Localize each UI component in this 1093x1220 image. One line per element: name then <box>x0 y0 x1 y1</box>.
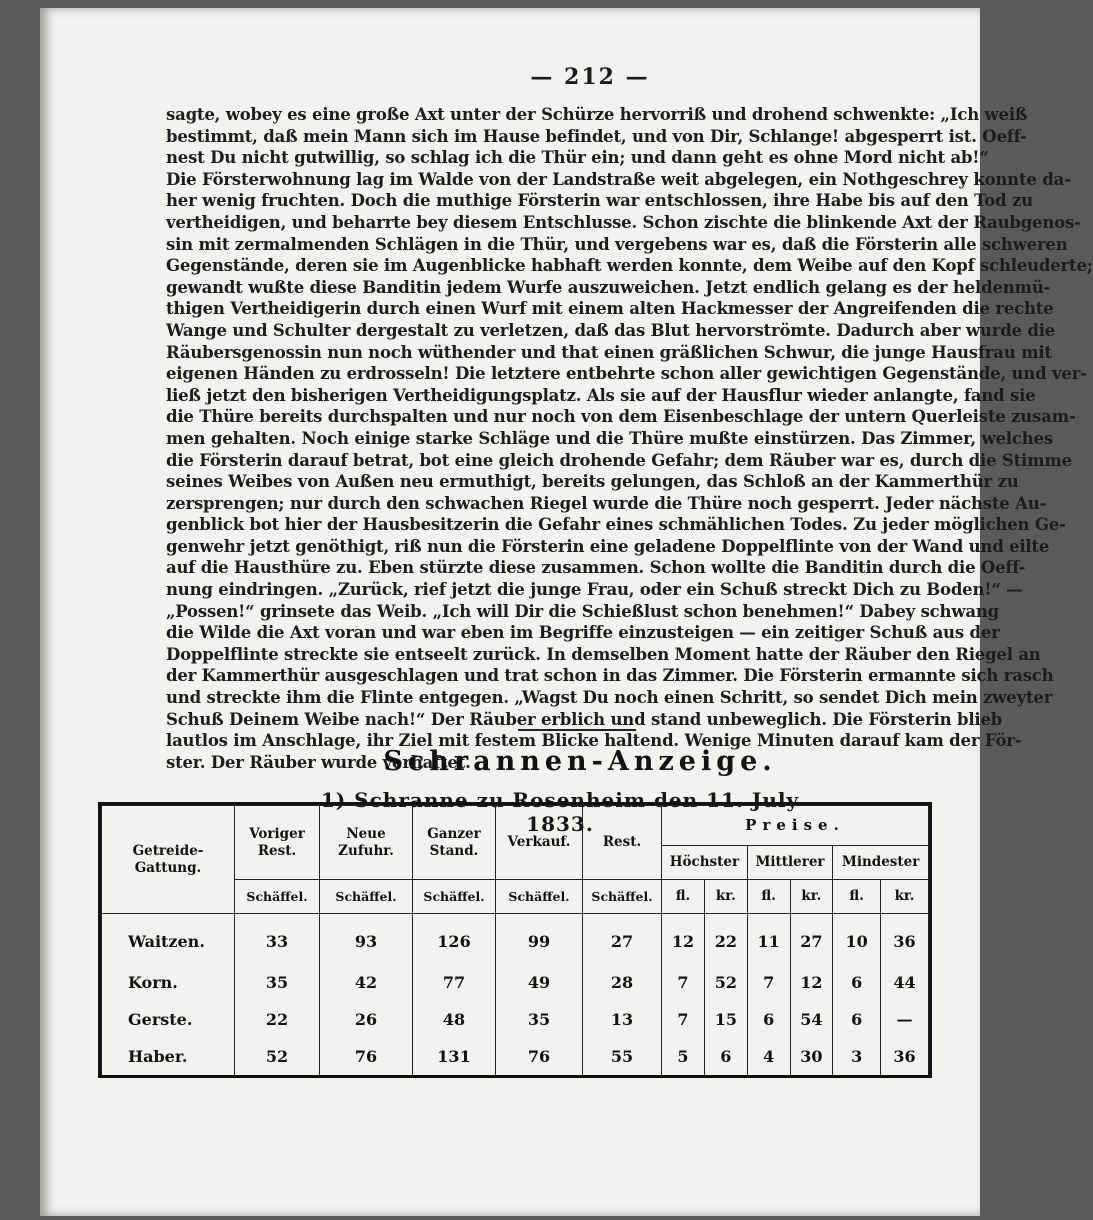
section-heading: Schrannen-Anzeige. <box>383 746 777 777</box>
text-line: her wenig fruchten. Doch die muthige Försterin war entschlossen, ihre Habe bis auf den Tod zu <box>166 191 1033 211</box>
text-line: Gegenstände, deren sie im Augenblicke habhaft werden konnte, dem Weibe auf den Kopf schleuderte; <box>166 256 1093 276</box>
cell-mid-kr: 30 <box>790 1038 833 1075</box>
header-remaining: Rest. <box>583 806 662 880</box>
text-line: die Thüre bereits durchspalten und nur noch von dem Eisenbeschlage der untern Querleiste zusam- <box>166 407 1076 427</box>
cell-mid-kr: 12 <box>790 963 833 1000</box>
cell-new-supply: 42 <box>320 963 413 1000</box>
cell-total: 131 <box>413 1038 496 1075</box>
text-line: Die Försterwohnung lag im Walde von der Landstraße weit abgelegen, ein Nothgeschrey konnte da- <box>166 169 1071 189</box>
cell-total: 48 <box>413 1001 496 1038</box>
text-line: sin mit zermalmenden Schlägen in die Thür, und vergebens war es, daß die Försterin alle schweren <box>166 234 1068 254</box>
text-line: die Wilde die Axt voran und war eben im Begriffe einzusteigen — ein zeitiger Schuß aus der <box>166 623 1000 643</box>
unit-fl: fl. <box>662 880 705 914</box>
cell-new-supply: 93 <box>320 914 413 964</box>
text-line: eigenen Händen zu erdrosseln! Die letztere entbehrte schon aller gewichtigen Gegenstände, und ver- <box>166 364 1087 384</box>
text-line: ließ jetzt den bisherigen Vertheidigungsplatz. Als sie auf der Hausflur wieder anlangte, fand sie <box>166 385 1036 405</box>
header-middle: Mittlerer <box>747 846 832 880</box>
header-previous-rest: Voriger Rest. <box>235 806 320 880</box>
grain-name: Korn. <box>102 963 235 1000</box>
text-line: ster. Der Räuber wurde verhaftet. <box>166 752 471 772</box>
cell-sold: 76 <box>496 1038 583 1075</box>
text-line: Schuß Deinem Weibe nach!“ Der Räuber erblich und stand unbeweglich. Die Försterin blieb <box>166 709 1003 729</box>
header-total-stand: Ganzer Stand. <box>413 806 496 880</box>
cell-previous: 35 <box>235 963 320 1000</box>
header-lowest: Mindester <box>833 846 929 880</box>
cell-high-kr: 15 <box>704 1001 747 1038</box>
unit-kr: kr. <box>704 880 747 914</box>
cell-low-fl: 6 <box>833 1001 881 1038</box>
unit-label: Schäffel. <box>320 880 413 914</box>
cell-high-kr: 6 <box>704 1038 747 1075</box>
cell-new-supply: 76 <box>320 1038 413 1075</box>
cell-total: 77 <box>413 963 496 1000</box>
table-row <box>102 914 929 964</box>
table-row <box>102 1038 929 1075</box>
cell-high-fl: 5 <box>662 1038 705 1075</box>
cell-mid-kr: 27 <box>790 914 833 964</box>
cell-previous: 52 <box>235 1038 320 1075</box>
cell-sold: 49 <box>496 963 583 1000</box>
table-body <box>102 914 929 1076</box>
table-row <box>102 963 929 1000</box>
text-line: zersprengen; nur durch den schwachen Riegel wurde die Thüre noch gesperrt. Jeder nächste Au- <box>166 493 1047 513</box>
cell-low-fl: 6 <box>833 963 881 1000</box>
unit-fl: fl. <box>747 880 790 914</box>
text-line: gewandt wußte diese Banditin jedem Wurfe auszuweichen. Jetzt endlich gelang es der heldenmü- <box>166 277 1051 297</box>
cell-high-kr: 22 <box>704 914 747 964</box>
cell-mid-kr: 54 <box>790 1001 833 1038</box>
cell-low-fl: 3 <box>833 1038 881 1075</box>
cell-high-fl: 7 <box>662 1001 705 1038</box>
cell-previous: 22 <box>235 1001 320 1038</box>
text-line: sagte, wobey es eine große Axt unter der Schürze hervorriß und drohend schwenkte: „Ich weiß <box>166 105 1028 124</box>
grain-name: Gerste. <box>102 1001 235 1038</box>
cell-low-fl: 10 <box>833 914 881 964</box>
unit-kr: kr. <box>881 880 929 914</box>
unit-label: Schäffel. <box>583 880 662 914</box>
cell-high-fl: 7 <box>662 963 705 1000</box>
cell-remaining: 28 <box>583 963 662 1000</box>
table-row <box>102 1001 929 1038</box>
cell-low-kr: 36 <box>881 914 929 964</box>
text-line: genblick bot hier der Hausbesitzerin die Gefahr eines schmählichen Todes. Zu jeder möglichen Ge- <box>166 515 1066 535</box>
unit-label: Schäffel. <box>235 880 320 914</box>
text-line: Wange und Schulter dergestalt zu verletzen, daß das Blut hervorströmte. Dadurch aber wurde die <box>166 320 1056 340</box>
text-line: die Försterin darauf betrat, bot eine gleich drohende Gefahr; dem Räuber war es, durch die Stimme <box>166 450 1072 470</box>
cell-low-kr: 36 <box>881 1038 929 1075</box>
text-line: lautlos im Anschlage, ihr Ziel mit festem Blicke haltend. Wenige Minuten darauf kam der För- <box>166 731 1022 751</box>
text-line: nest Du nicht gutwillig, so schlag ich die Thür ein; und dann geht es ohne Mord nicht ab!“ <box>166 148 989 168</box>
cell-remaining: 27 <box>583 914 662 964</box>
cell-high-kr: 52 <box>704 963 747 1000</box>
text-line: men gehalten. Noch einige starke Schläge und die Thüre mußte einstürzen. Das Zimmer, welches <box>166 428 1053 448</box>
divider-rule <box>518 729 636 731</box>
text-line: seines Weibes von Außen neu ermuthigt, bereits gelungen, das Schloß an der Kammerthür zu <box>166 472 1019 492</box>
cell-high-fl: 12 <box>662 914 705 964</box>
text-line: Doppelflinte streckte sie entseelt zurück. In demselben Moment hatte der Räuber den Riegel an <box>166 644 1041 664</box>
text-line: genwehr jetzt genöthigt, riß nun die Försterin eine geladene Doppelflinte von der Wand und eilte <box>166 536 1050 556</box>
cell-mid-fl: 6 <box>747 1001 790 1038</box>
cell-new-supply: 26 <box>320 1001 413 1038</box>
cell-sold: 35 <box>496 1001 583 1038</box>
grain-price-table <box>98 802 932 1078</box>
table-caption: 1) Schranne zu Rosenheim den 11. July 1833. <box>320 788 800 836</box>
unit-fl: fl. <box>833 880 881 914</box>
text-line: thigen Vertheidigerin durch einen Wurf mit einem alten Hackmesser der Angreifenden die rechte <box>166 299 1054 319</box>
grain-name: Haber. <box>102 1038 235 1075</box>
cell-low-kr: 44 <box>881 963 929 1000</box>
page-number: — 212 — <box>530 64 650 90</box>
unit-label: Schäffel. <box>413 880 496 914</box>
cell-sold: 99 <box>496 914 583 964</box>
header-highest: Höchster <box>662 846 748 880</box>
cell-mid-fl: 11 <box>747 914 790 964</box>
text-line: und streckte ihm die Flinte entgegen. „Wagst Du noch einen Schritt, so sendet Dich mein zweyter <box>166 688 1053 708</box>
text-line: nung eindringen. „Zurück, rief jetzt die junge Frau, oder ein Schuß streckt Dich zu Boden!“ — <box>166 580 1023 600</box>
text-line: Räubersgenossin nun noch wüthender und that einen gräßlichen Schwur, die junge Hausfrau mit <box>166 342 1052 362</box>
cell-remaining: 13 <box>583 1001 662 1038</box>
cell-mid-fl: 4 <box>747 1038 790 1075</box>
cell-low-kr: — <box>881 1001 929 1038</box>
cell-total: 126 <box>413 914 496 964</box>
unit-label: Schäffel. <box>496 880 583 914</box>
grain-name: Waitzen. <box>102 914 235 964</box>
text-line: bestimmt, daß mein Mann sich im Hause befindet, und von Dir, Schlange! abgesperrt ist. Oeff- <box>166 126 1027 146</box>
header-sold: Verkauf. <box>496 806 583 880</box>
header-prices: Preise. <box>662 806 929 846</box>
text-line: „Possen!“ grinsete das Weib. „Ich will Dir die Schießlust schon benehmen!“ Dabey schwang <box>166 601 999 621</box>
text-line: der Kammerthür ausgeschlagen und trat schon in das Zimmer. Die Försterin ermannte sich rasch <box>166 666 1054 686</box>
text-line: auf die Hausthüre zu. Eben stürzte diese zusammen. Schon wollte die Banditin durch die Oeff- <box>166 558 1026 578</box>
text-line: vertheidigen, und beharrte bey diesem Entschlusse. Schon zischte die blinkende Axt der Raubgenos- <box>166 212 1081 232</box>
cell-previous: 33 <box>235 914 320 964</box>
unit-kr: kr. <box>790 880 833 914</box>
cell-remaining: 55 <box>583 1038 662 1075</box>
cell-mid-fl: 7 <box>747 963 790 1000</box>
header-new-supply: Neue Zufuhr. <box>320 806 413 880</box>
header-grain-type: Getreide-Gattung. <box>102 806 235 914</box>
